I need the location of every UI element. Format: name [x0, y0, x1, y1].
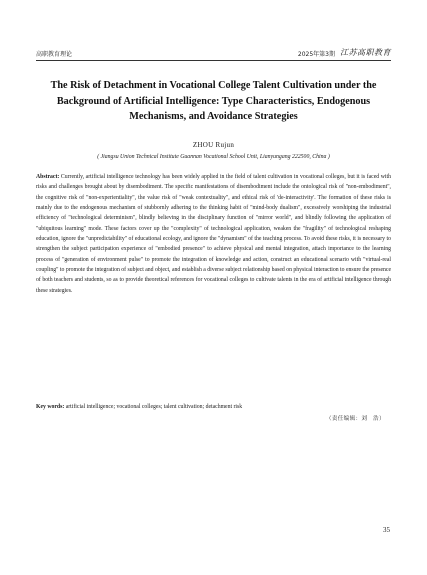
keywords-label: Key words: — [36, 404, 65, 410]
page-number: 35 — [383, 526, 390, 534]
header-issue-label: 2025年第3期 — [297, 51, 335, 58]
header-section-label: 高职教育理论 — [36, 51, 73, 58]
abstract-label: Abstract: — [36, 174, 60, 180]
running-header — [36, 44, 391, 58]
abstract-paragraph — [36, 172, 391, 296]
abstract-text: Currently, artificial intelligence technology has been widely applied in the field of talent cultivation in vocational colleges, but it is faced with risks and challenges brought about by disembodiment. The specific manifestations of disembodiment include the ontological risk of "non-embodiment", the cognitive risk of "non-experientiality", the value risk of "weak contextuality", and ethical risk of 'de-interactivity'. The formation of these risks is mainly due to the endogenous mechanism of stubbornly adhering to the thinking habit of "mind-body dualism", excessively worshiping the industrial efficiency of "technological determinism", blindly believing in the disciplinary function of "mirror world", and blindly following the application of "ubiquitous learning" mode. These factors cover up the "complexity" of technological application, weaken the "fragility" of technological reshaping education, ignore the "unpredictability" of educational ecology, and ignore the "dynamism" of the teaching process. To avoid these risks, it is necessary to strengthen the subject participation experience of "embodied presence" to achieve physical and mental integration, attach importance to the learning process of "generation of environment pulse" to promote the integration of knowledge and action, construct an educational scenario with "virtual-real coupling" to promote the integration of subject and object, and establish a diverse subject relationship based on physical interaction to ensure the presence of both teachers and students, so as to provide theoretical references for vocational colleges to cultivate talents in the era of artificial intelligence through these strategies. — [36, 174, 391, 294]
keywords-line — [36, 402, 391, 412]
keywords-text: artificial intelligence; vocational colleges; talent cultivation; detachment risk — [64, 404, 243, 410]
header-divider — [36, 60, 391, 61]
header-right-group — [298, 47, 391, 58]
article-author: ZHOU Rujun — [192, 141, 235, 149]
article-title: The Risk of Detachment in Vocational College Talent Cultivation under the Background of Artificial Intelligence: Type Characteristics, Endogenous Mechanisms, and Avoidance Strategies — [50, 80, 377, 122]
journal-name-logo: 江苏高职教育 — [340, 48, 391, 57]
author-affiliation: ( Jiangsu Union Technical Institute Guannan Vocational School Unit, Lianyungang 222500, China ) — [97, 154, 330, 160]
editor-note: （责任编辑：刘 浩） — [325, 416, 385, 422]
